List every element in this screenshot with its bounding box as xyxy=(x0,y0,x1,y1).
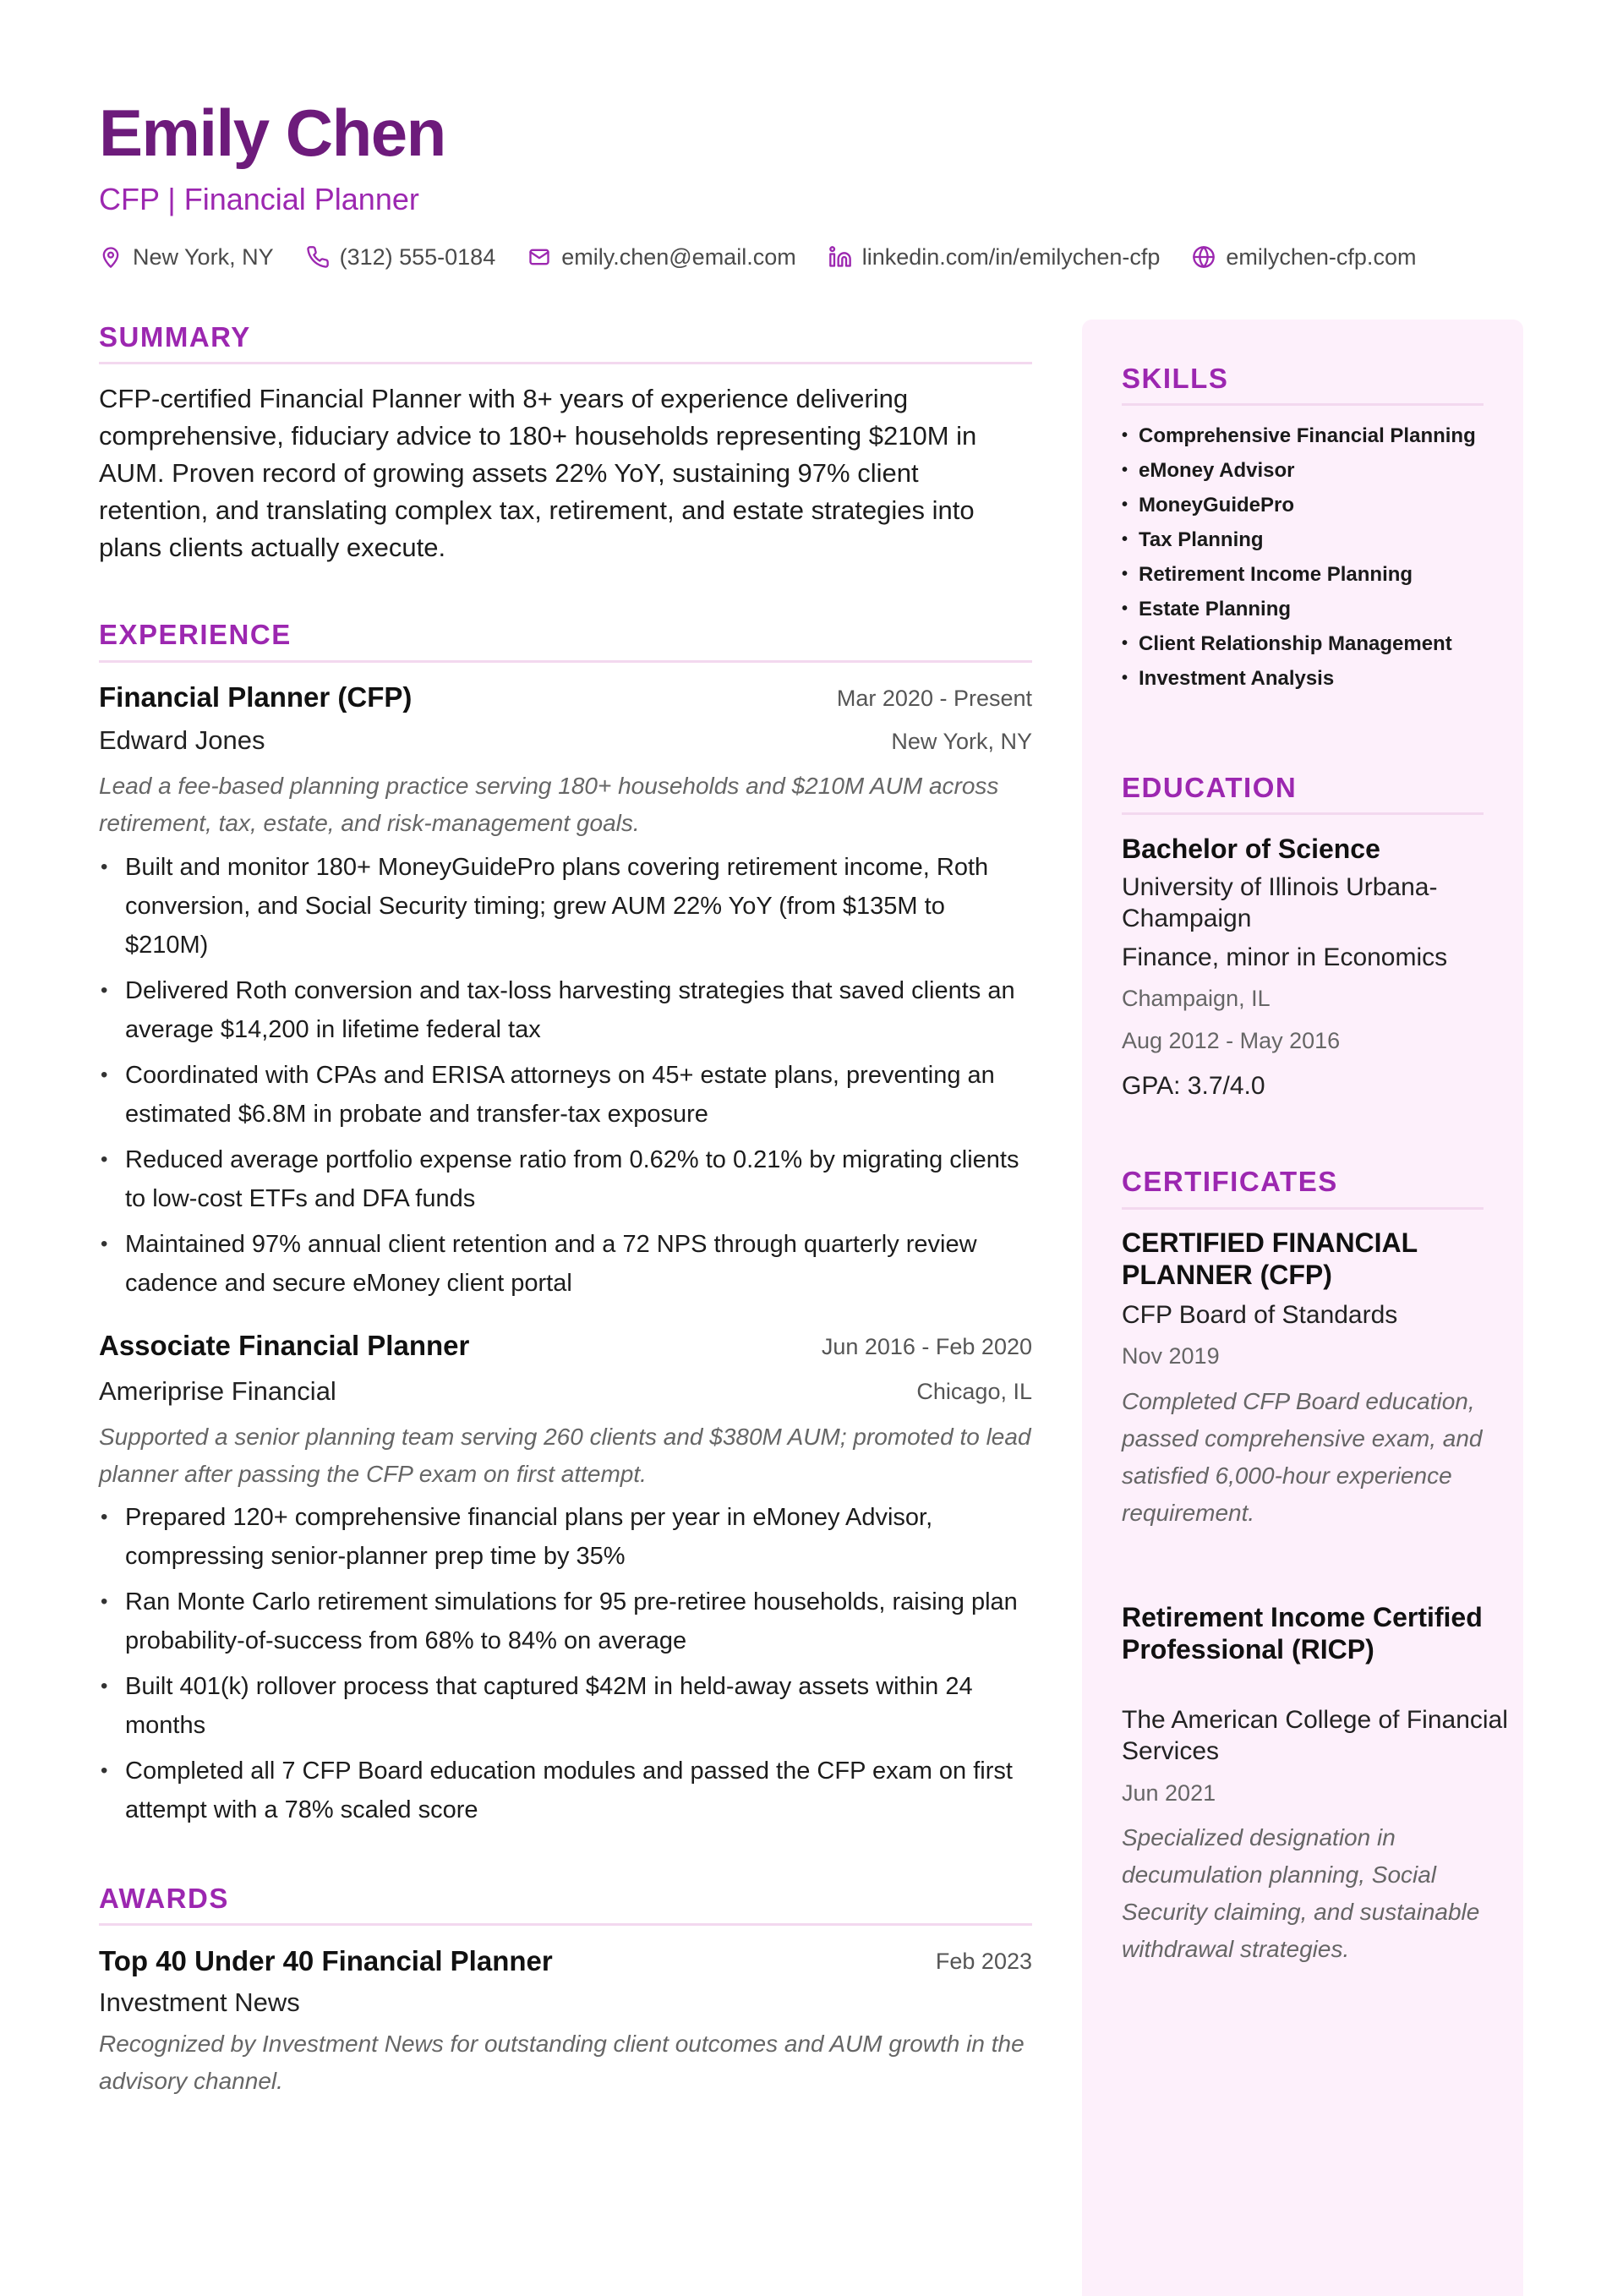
contact-linkedin-text: linkedin.com/in/emilychen-cfp xyxy=(861,243,1161,270)
contact-email[interactable] xyxy=(527,244,796,271)
contact-location xyxy=(99,244,274,271)
skill-item: • Investment Analysis xyxy=(1122,665,1502,692)
contact-bar xyxy=(99,242,1416,272)
contact-website[interactable] xyxy=(1192,244,1416,271)
contact-email-text: emily.chen@email.com xyxy=(561,243,796,270)
certificate-issuer: The American College of Financial Services xyxy=(1122,1706,1508,1765)
job-description: Supported a senior planning team serving 260 clients and $380M AUM; promoted to lead planner after passing the CFP exam on first attempt. xyxy=(99,1424,1031,1487)
skills-list xyxy=(1122,423,1502,700)
skill-item: • MoneyGuidePro xyxy=(1122,492,1502,518)
contact-location-text: New York, NY xyxy=(133,243,274,270)
job-dates: Jun 2016 - Feb 2020 xyxy=(821,1334,1032,1359)
summary-text: CFP-certified Financial Planner with 8+ years of experience delivering comprehensive, fiduciary advice to 180+ households representing $210M in AUM. Proven record of growing assets 22% YoY, sustaining 97% client retention, and translating complex tax, retirement, and estate strategies into plans clients actually execute. xyxy=(99,384,977,562)
location-pin-icon xyxy=(99,245,123,269)
globe-icon xyxy=(1192,245,1216,269)
job-title: Associate Financial Planner xyxy=(99,1330,470,1361)
job-bullet: • Reduced average portfolio expense ratio from 0.62% to 0.21% by migrating clients to low-cost ETFs and DFA funds xyxy=(99,1140,1032,1218)
job-description: Lead a fee-based planning practice serving 180+ households and $210M AUM across retirement, tax, estate, and risk-management goals. xyxy=(99,773,999,836)
education-divider xyxy=(1122,812,1484,815)
job-bullet: • Ran Monte Carlo retirement simulations for 95 pre-retiree households, raising plan probability-of-success from 68% to 84% on average xyxy=(99,1583,1032,1660)
job-bullet: • Built 401(k) rollover process that captured $42M in held-away assets within 24 months xyxy=(99,1667,1032,1745)
education-gpa: GPA: 3.7/4.0 xyxy=(1122,1072,1265,1100)
skill-item: • Retirement Income Planning xyxy=(1122,561,1502,588)
summary-divider xyxy=(99,362,1032,364)
job-bullets xyxy=(99,848,1032,1309)
skill-item: • Tax Planning xyxy=(1122,527,1502,553)
skill-item: • eMoney Advisor xyxy=(1122,457,1502,484)
job-bullet: • Completed all 7 CFP Board education modules and passed the CFP exam on first attempt with a 78% scaled score xyxy=(99,1752,1032,1829)
summary-heading: SUMMARY xyxy=(99,321,251,353)
job-bullet: • Prepared 120+ comprehensive financial plans per year in eMoney Advisor, compressing senior-planner prep time by 35% xyxy=(99,1498,1032,1576)
experience-heading: EXPERIENCE xyxy=(99,619,292,650)
skills-heading: SKILLS xyxy=(1122,363,1229,394)
education-degree: Bachelor of Science xyxy=(1122,834,1380,864)
education-heading: EDUCATION xyxy=(1122,772,1298,803)
contact-phone-text: (312) 555-0184 xyxy=(339,243,496,270)
certificate-issuer: CFP Board of Standards xyxy=(1122,1301,1398,1329)
job-title: Financial Planner (CFP) xyxy=(99,681,413,713)
job-bullet: • Built and monitor 180+ MoneyGuidePro plans covering retirement income, Roth conversion, and Social Security timing; grew AUM 22% YoY (from $135M to $210M) xyxy=(99,848,1032,965)
contact-website-text: emilychen-cfp.com xyxy=(1226,243,1417,270)
education-location: Champaign, IL xyxy=(1122,986,1271,1011)
job-bullet: • Delivered Roth conversion and tax-loss harvesting strategies that saved clients an average $14,200 in lifetime federal tax xyxy=(99,971,1032,1049)
education-field: Finance, minor in Economics xyxy=(1122,943,1448,971)
skill-item: • Client Relationship Management xyxy=(1122,631,1502,657)
candidate-title: CFP | Financial Planner xyxy=(99,182,419,216)
certificate-name: Retirement Income Certified Professional (RICP) xyxy=(1122,1602,1483,1665)
certificate-description: Specialized designation in decumulation planning, Social Security claiming, and sustainable withdrawal strategies. xyxy=(1122,1824,1480,1962)
award-issuer: Investment News xyxy=(99,1987,300,2017)
certificate-description: Completed CFP Board education, passed comprehensive exam, and satisfied 6,000-hour experience requirement. xyxy=(1122,1388,1483,1526)
candidate-name: Emily Chen xyxy=(99,96,445,170)
skills-divider xyxy=(1122,403,1484,406)
skill-item: • Comprehensive Financial Planning xyxy=(1122,423,1502,449)
education-school: University of Illinois Urbana-Champaign xyxy=(1122,873,1438,932)
job-dates: Mar 2020 - Present xyxy=(836,686,1032,711)
award-date: Feb 2023 xyxy=(935,1949,1032,1974)
education-dates: Aug 2012 - May 2016 xyxy=(1122,1028,1341,1053)
experience-divider xyxy=(99,660,1032,663)
job-location: Chicago, IL xyxy=(916,1379,1032,1404)
award-description: Recognized by Investment News for outstanding client outcomes and AUM growth in the advisory channel. xyxy=(99,2031,1025,2094)
job-bullets xyxy=(99,1498,1032,1836)
certificate-date: Jun 2021 xyxy=(1122,1780,1216,1806)
certificates-divider xyxy=(1122,1207,1484,1210)
award-title: Top 40 Under 40 Financial Planner xyxy=(99,1945,553,1976)
contact-phone[interactable] xyxy=(306,244,496,271)
certificates-heading: CERTIFICATES xyxy=(1122,1166,1338,1197)
job-location: New York, NY xyxy=(891,729,1032,754)
job-bullet: • Maintained 97% annual client retention and a 72 NPS through quarterly review cadence and secure eMoney client portal xyxy=(99,1225,1032,1303)
job-company: Ameriprise Financial xyxy=(99,1376,336,1406)
email-icon xyxy=(527,245,551,269)
certificate-date: Nov 2019 xyxy=(1122,1343,1220,1369)
job-company: Edward Jones xyxy=(99,725,265,755)
linkedin-icon xyxy=(828,245,852,269)
contact-linkedin[interactable] xyxy=(828,244,1161,271)
skill-item: • Estate Planning xyxy=(1122,596,1502,622)
job-bullet: • Coordinated with CPAs and ERISA attorneys on 45+ estate plans, preventing an estimated $6.8M in probate and transfer-tax exposure xyxy=(99,1056,1032,1134)
certificate-name: CERTIFIED FINANCIAL PLANNER (CFP) xyxy=(1122,1227,1418,1290)
phone-icon xyxy=(306,245,330,269)
awards-heading: AWARDS xyxy=(99,1883,229,1914)
awards-divider xyxy=(99,1923,1032,1926)
